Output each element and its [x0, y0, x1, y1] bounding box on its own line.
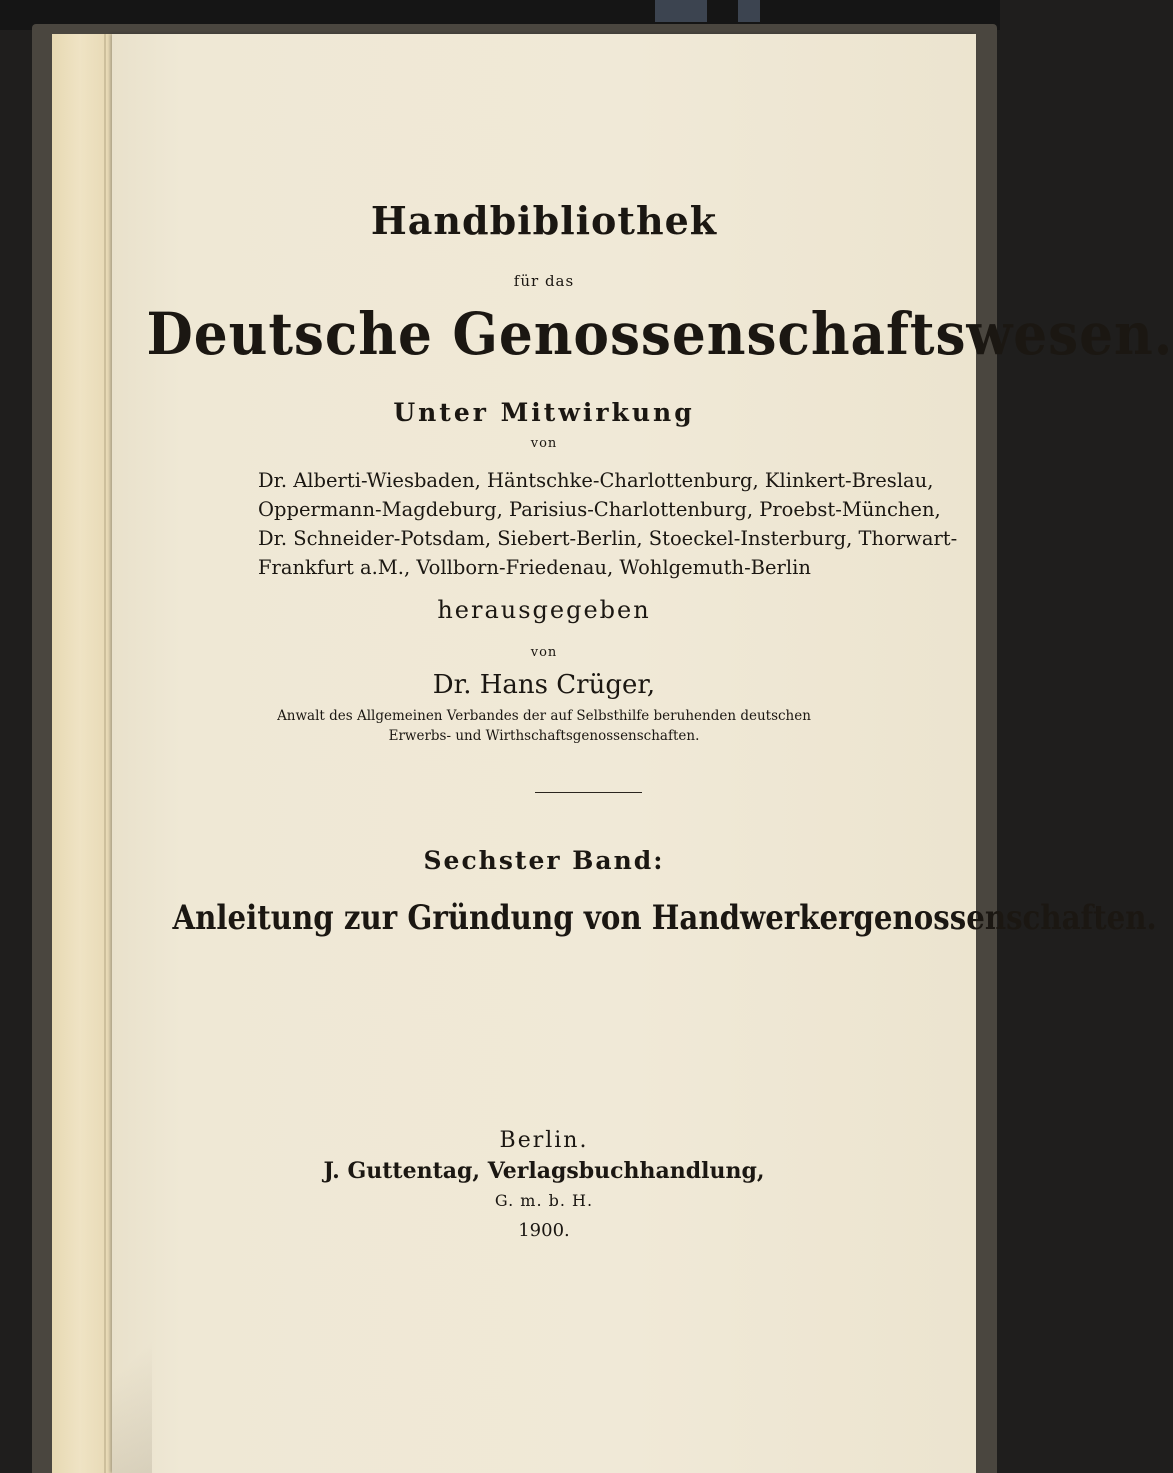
- editor-description-line: Erwerbs- und Wirthschaftsgenossenschaften.: [388, 728, 700, 744]
- scan-tab: [655, 0, 707, 22]
- contributors-line: Frankfurt a.M., Vollborn-Friedenau, Wohlgemuth-Berlin: [258, 556, 811, 579]
- collaboration-heading: Unter Mitwirkung: [393, 398, 695, 427]
- editor-description: [112, 706, 976, 746]
- contributors-line: Oppermann-Magdeburg, Parisius-Charlottenburg, Proebst-München,: [258, 498, 941, 521]
- main-title: Deutsche Genossenschaftswesen.: [146, 300, 1173, 368]
- divider-rule: [535, 792, 642, 793]
- editor-description-line: Anwalt des Allgemeinen Verbandes der auf Selbsthilfe beruhenden deutschen: [277, 708, 811, 724]
- page-fold-shadow: [112, 1290, 152, 1473]
- connector-fuer-das: für das: [513, 272, 575, 290]
- volume-label: Sechster Band:: [423, 846, 665, 875]
- scan-tab: [738, 0, 760, 22]
- published-by: herausgegeben: [437, 596, 651, 624]
- flyleaf-edge: [104, 34, 106, 1473]
- contributors-line: Dr. Schneider-Potsdam, Siebert-Berlin, Stoeckel-Insterburg, Thorwart-: [258, 527, 958, 550]
- contributors-list: [258, 466, 958, 582]
- contributors-line: Dr. Alberti-Wiesbaden, Häntschke-Charlottenburg, Klinkert-Breslau,: [258, 469, 934, 492]
- publication-year: 1900.: [518, 1220, 570, 1241]
- title-page: [112, 34, 1173, 1473]
- company-form: G. m. b. H.: [494, 1191, 594, 1210]
- connector-von: von: [530, 645, 558, 660]
- connector-von: von: [530, 436, 558, 451]
- book-title: Anleitung zur Gründung von Handwerkergenossenschaften.: [172, 898, 1157, 938]
- series-title: Handbibliothek: [370, 198, 718, 243]
- editor-name: Dr. Hans Crüger,: [432, 670, 656, 700]
- publication-city: Berlin.: [499, 1128, 589, 1153]
- publisher-name: J. Guttentag, Verlagsbuchhandlung,: [323, 1158, 765, 1184]
